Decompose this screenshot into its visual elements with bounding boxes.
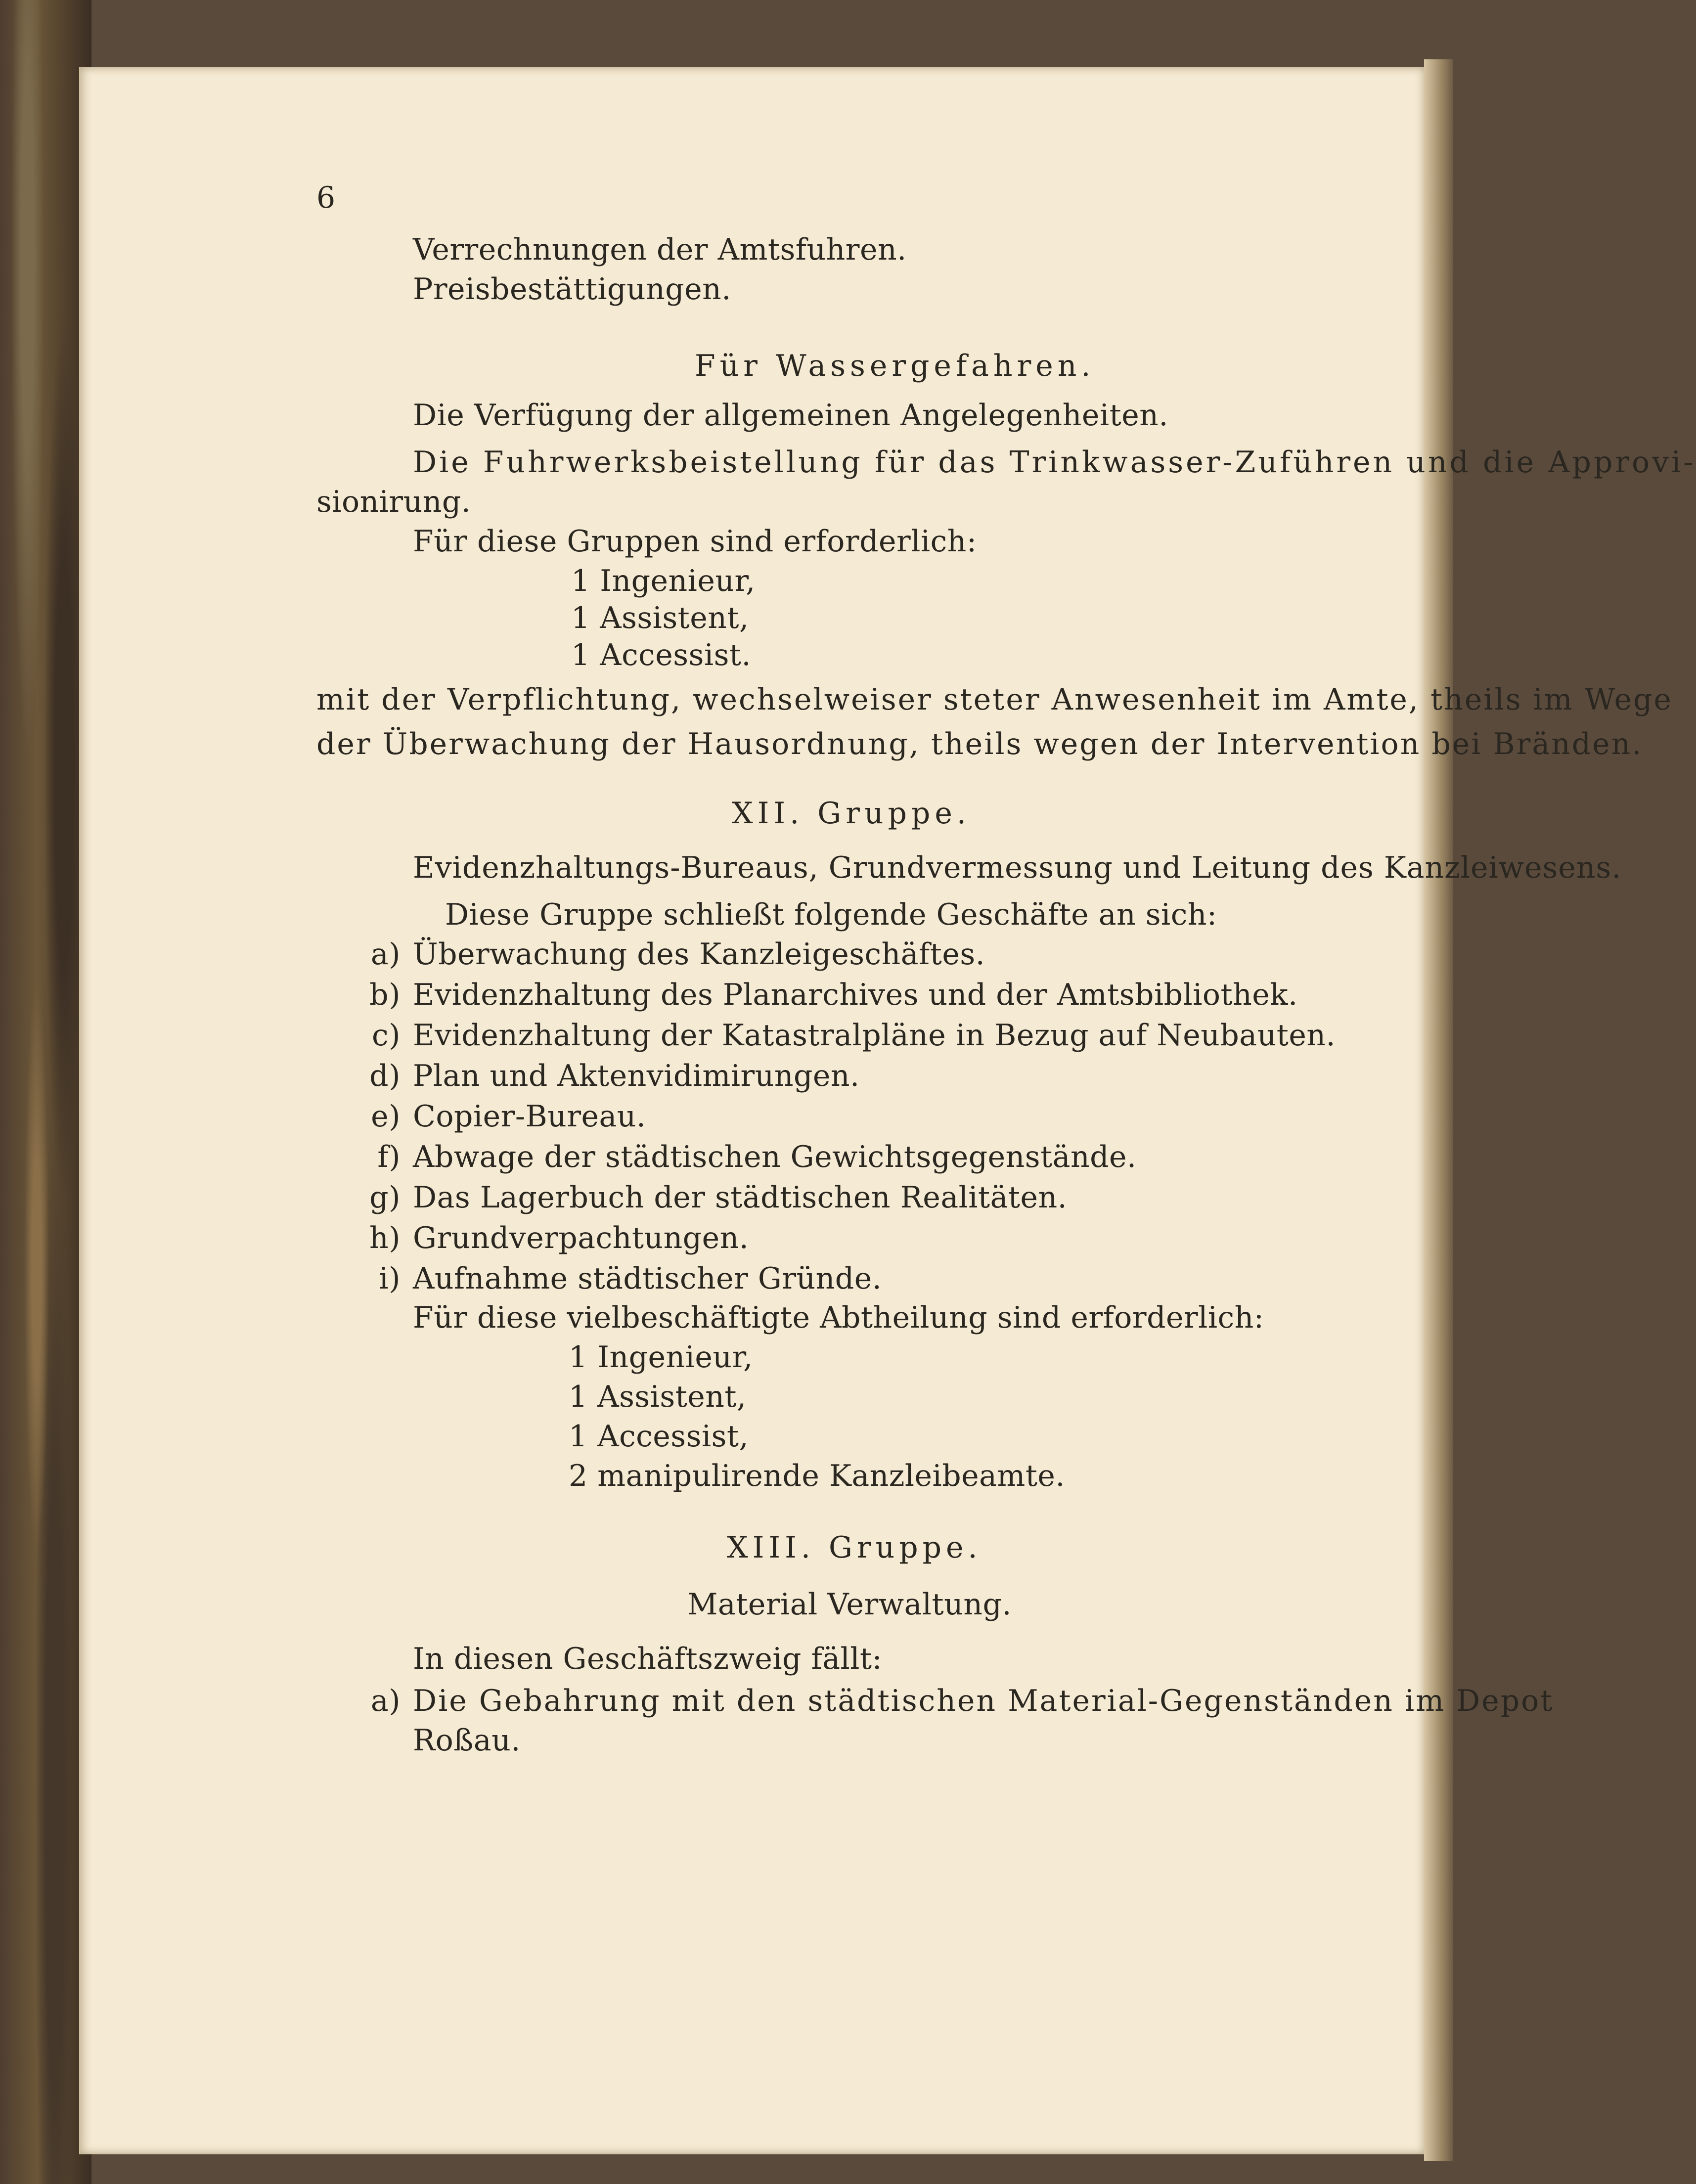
text-line: Für diese Gruppen sind erforderlich:: [413, 524, 977, 559]
list-item: Plan und Aktenvidimirungen.: [413, 1059, 860, 1093]
list-label: e): [371, 1099, 401, 1134]
list-item: Evidenzhaltung des Planarchives und der Amtsbibliothek.: [413, 978, 1298, 1012]
section-heading: XIII. Gruppe.: [727, 1530, 982, 1565]
list-label: g): [369, 1180, 401, 1215]
staff-line: 1 Ingenieur,: [569, 1340, 753, 1375]
list-label: c): [371, 1018, 401, 1053]
list-item: Copier-Bureau.: [413, 1099, 646, 1134]
list-item: Überwachung des Kanzleigeschäftes.: [413, 937, 985, 972]
text-line: Für diese vielbeschäftigte Abtheilung sind erforderlich:: [413, 1300, 1264, 1335]
text-line: sionirung.: [316, 485, 471, 519]
list-label: d): [369, 1059, 401, 1093]
text-line: mit der Verpflichtung, wechselweiser steter Anwesenheit im Amte, theils im Wege: [316, 682, 1673, 717]
section-subheading: Material Verwaltung.: [687, 1587, 1012, 1622]
list-item: Aufnahme städtischer Gründe.: [413, 1261, 882, 1296]
list-label: h): [369, 1221, 401, 1255]
page-gutter: [1424, 59, 1453, 2161]
list-item: Abwage der städtischen Gewichtsgegenstände.: [413, 1140, 1137, 1174]
staff-line: 1 Accessist,: [569, 1419, 749, 1454]
list-item: Grundverpachtungen.: [413, 1221, 749, 1255]
section-heading: Für Wassergefahren.: [695, 349, 1095, 383]
marbled-cover: [0, 0, 91, 2184]
list-label: a): [370, 937, 401, 972]
staff-line: 1 Accessist.: [571, 638, 752, 672]
list-label: b): [369, 978, 401, 1012]
section-heading: XII. Gruppe.: [732, 796, 971, 831]
page-number: 6: [316, 180, 336, 215]
list-label: i): [379, 1261, 401, 1296]
text-line: Die Fuhrwerksbeistellung für das Trinkwasser-Zuführen und die Approvi-: [413, 445, 1696, 480]
text-line: Diese Gruppe schließt folgende Geschäfte an sich:: [445, 897, 1217, 932]
text-line: Die Verfügung der allgemeinen Angelegenheiten.: [413, 398, 1168, 433]
text-line: Die Gebahrung mit den städtischen Material-Gegenständen im Depot: [413, 1684, 1554, 1718]
list-item: Das Lagerbuch der städtischen Realitäten.: [413, 1180, 1068, 1215]
staff-line: 1 Assistent,: [569, 1380, 747, 1414]
staff-line: 1 Ingenieur,: [571, 564, 756, 598]
staff-line: 1 Assistent,: [571, 601, 749, 635]
text-line: In diesen Geschäftszweig fällt:: [413, 1642, 883, 1676]
list-item: Evidenzhaltung der Katastralpläne in Bezug auf Neubauten.: [413, 1018, 1336, 1053]
list-label: f): [377, 1140, 401, 1174]
list-label: a): [370, 1684, 401, 1718]
text-line: der Überwachung der Hausordnung, theils wegen der Intervention bei Bränden.: [316, 727, 1643, 761]
text-line: Evidenzhaltungs-Bureaus, Grundvermessung und Leitung des Kanzleiwesens.: [413, 850, 1622, 885]
staff-line: 2 manipulirende Kanzleibeamte.: [569, 1459, 1066, 1493]
text-line: Preisbestättigungen.: [413, 272, 731, 307]
text-line: Roßau.: [413, 1723, 521, 1758]
text-line: Verrechnungen der Amtsfuhren.: [413, 232, 907, 267]
